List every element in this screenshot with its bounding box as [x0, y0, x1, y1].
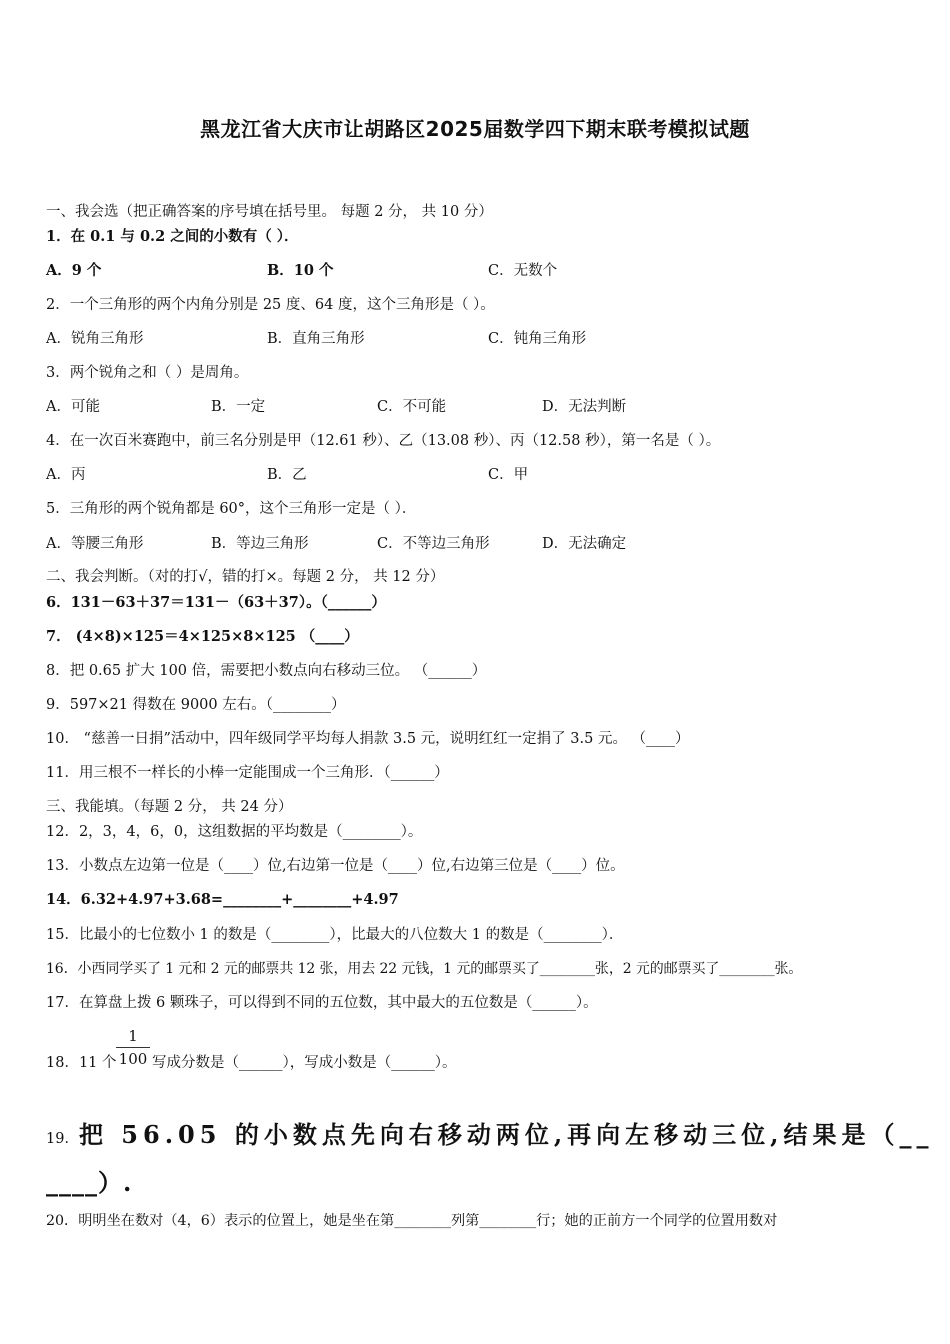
q3-option-a: A．可能 [46, 399, 100, 415]
q3-option-d: D．无法判断 [542, 399, 627, 415]
q4-option-c: C．甲 [488, 467, 529, 483]
fraction-numerator: 1 [128, 1027, 138, 1045]
question-19 [46, 1120, 934, 1154]
question-20: 20．明明坐在数对（4，6）表示的位置上，她是坐在第________列第________行；她的正前方一个同学的位置用数对 [46, 1213, 778, 1229]
q4-option-b: B．乙 [267, 467, 307, 483]
question-13: 13．小数点左边第一位是（____）位,右边第一位是（____）位,右边第三位是（____）位。 [46, 858, 625, 874]
q5-option-b: B．等边三角形 [211, 536, 309, 552]
q1-option-a: A．9 个 [46, 262, 102, 279]
fraction-bar [116, 1047, 150, 1048]
question-19-text: 把 56.05 的小数点先向右移动两位,再向左移动三位,结果是（__ [78, 1120, 934, 1149]
fraction-denominator: 100 [118, 1050, 148, 1068]
question-18-text: 写成分数是（______），写成小数是（______）。 [152, 1055, 457, 1071]
section-1-heading: 一、我会选（把正确答案的序号填在括号里。 每题 2 分， 共 10 分） [46, 204, 493, 220]
question-2: 2．一个三角形的两个内角分别是 25 度、64 度，这个三角形是（ ）。 [46, 297, 495, 313]
q1-option-b: B．10 个 [267, 262, 334, 279]
q2-option-b: B．直角三角形 [267, 331, 365, 347]
question-19-number: 19． [46, 1131, 79, 1147]
question-5: 5．三角形的两个锐角都是 60°，这个三角形一定是（ ）． [46, 501, 417, 517]
fraction-1-over-100 [116, 1027, 150, 1068]
section-2-heading: 二、我会判断。（对的打√，错的打×。每题 2 分， 共 12 分） [46, 569, 445, 585]
question-10: 10． “慈善一日捐”活动中，四年级同学平均每人捐款 3.5 元，说明红红一定捐了 3.5 元。 （____） [46, 731, 690, 747]
question-3: 3．两个锐角之和（ ）是周角。 [46, 365, 249, 381]
question-16: 16．小西同学买了 1 元和 2 元的邮票共 12 张，用去 22 元钱，1 元的邮票买了________张，2 元的邮票买了________张。 [46, 961, 803, 977]
question-17: 17．在算盘上拨 6 颗珠子，可以得到不同的五位数，其中最大的五位数是（______）。 [46, 995, 598, 1011]
question-12: 12．2，3，4，6，0，这组数据的平均数是（________）。 [46, 824, 423, 840]
page-title: 黑龙江省大庆市让胡路区2025届数学四下期末联考模拟试题 [200, 117, 750, 141]
question-4: 4．在一次百米赛跑中，前三名分别是甲（12.61 秒）、乙（13.08 秒）、丙（12.58 秒），第一名是（ ）。 [46, 433, 721, 449]
q1-option-c: C．无数个 [488, 263, 558, 279]
q5-option-d: D．无法确定 [542, 536, 627, 552]
question-1: 1．在 0.1 与 0.2 之间的小数有（ ）． [46, 228, 299, 245]
question-15: 15．比最小的七位数小 1 的数是（________），比最大的八位数大 1 的数是（________）． [46, 927, 624, 943]
question-18-prefix: 18．11 个 [46, 1055, 117, 1071]
q2-option-a: A．锐角三角形 [46, 331, 144, 347]
q3-option-c: C．不可能 [377, 399, 447, 415]
q5-option-c: C．不等边三角形 [377, 536, 490, 552]
question-8: 8．把 0.65 扩大 100 倍，需要把小数点向右移动三位。 （______） [46, 663, 487, 679]
q4-option-a: A．丙 [46, 467, 86, 483]
question-14: 14．6.32+4.97+3.68=________+________+4.97 [46, 891, 399, 908]
question-6: 6．131－63＋37＝131－（63＋37）。（______） [46, 594, 386, 611]
question-9: 9．597×21 得数在 9000 左右。（________） [46, 697, 346, 713]
question-11: 11．用三根不一样长的小棒一定能围成一个三角形．（______） [46, 765, 449, 781]
question-7: 7． (4×8)×125＝4×125×8×125 （____） [46, 628, 359, 645]
section-3-heading: 三、我能填。（每题 2 分， 共 24 分） [46, 799, 293, 815]
q2-option-c: C．钝角三角形 [488, 331, 587, 347]
question-19-continued: ____）. [46, 1168, 133, 1197]
q3-option-b: B．一定 [211, 399, 266, 415]
q5-option-a: A．等腰三角形 [46, 536, 144, 552]
